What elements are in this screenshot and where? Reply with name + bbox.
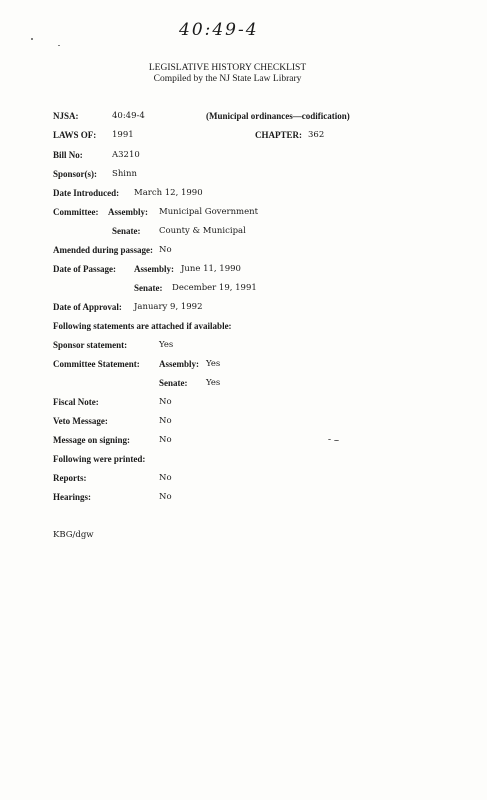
date-introduced-label: Date Introduced: [53, 188, 120, 198]
cs-senate-value: Yes [206, 378, 221, 388]
committee-assembly-label: Assembly: [108, 207, 148, 217]
passage-assembly-label: Assembly: [134, 264, 174, 274]
sponsor-value: Shinn [112, 169, 137, 179]
scan-speck [31, 38, 33, 40]
bill-label: Bill No: [53, 150, 83, 160]
chapter-label: CHAPTER: [255, 130, 302, 140]
subject: (Municipal ordinances—codification) [206, 111, 350, 121]
veto-label: Veto Message: [53, 416, 108, 426]
cs-assembly-value: Yes [206, 359, 221, 369]
signing-label: Message on signing: [53, 435, 131, 445]
passage-senate-value: December 19, 1991 [172, 283, 257, 293]
attached-heading: Following statements are attached if available: [53, 321, 232, 331]
amended-label: Amended during passage: [53, 245, 154, 255]
hearings-label: Hearings: [53, 492, 91, 502]
document-subtitle: Compiled by the NJ State Law Library [153, 74, 302, 84]
passage-label: Date of Passage: [53, 264, 116, 274]
sponsor-label: Sponsor(s): [53, 169, 98, 179]
cs-senate-label: Senate: [159, 378, 188, 388]
printed-heading: Following were printed: [53, 454, 146, 464]
sponsor-statement-value: Yes [159, 340, 174, 350]
approval-label: Date of Approval: [53, 302, 122, 312]
handwritten-number: 40:49-4 [179, 20, 259, 40]
cs-assembly-label: Assembly: [159, 359, 199, 369]
committee-senate-value: County & Municipal [159, 226, 246, 236]
laws-of-value: 1991 [112, 130, 134, 140]
document-title: LEGISLATIVE HISTORY CHECKLIST [148, 63, 307, 73]
bill-value: A3210 [112, 150, 140, 160]
scan-speck [328, 439, 331, 440]
njsa-value: 40:49-4 [112, 111, 145, 121]
chapter-value: 362 [308, 130, 325, 140]
scan-speck [58, 45, 60, 46]
amended-value: No [159, 245, 172, 255]
laws-of-label: LAWS OF: [53, 130, 97, 140]
hearings-value: No [159, 492, 172, 502]
initials: KBG/dgw [53, 530, 94, 540]
passage-senate-label: Senate: [134, 283, 163, 293]
committee-assembly-value: Municipal Government [159, 207, 259, 217]
approval-value: January 9, 1992 [134, 302, 203, 312]
committee-statement-label: Committee Statement: [53, 359, 140, 369]
sponsor-statement-label: Sponsor statement: [53, 340, 128, 350]
fiscal-value: No [159, 397, 172, 407]
committee-senate-label: Senate: [112, 226, 141, 236]
date-introduced-value: March 12, 1990 [134, 188, 203, 198]
njsa-label: NJSA: [53, 111, 79, 121]
committee-label: Committee: [53, 207, 99, 217]
veto-value: No [159, 416, 172, 426]
fiscal-label: Fiscal Note: [53, 397, 99, 407]
signing-value: No [159, 435, 172, 445]
passage-assembly-value: June 11, 1990 [181, 264, 241, 274]
reports-label: Reports: [53, 473, 87, 483]
reports-value: No [159, 473, 172, 483]
scan-speck [334, 440, 339, 441]
